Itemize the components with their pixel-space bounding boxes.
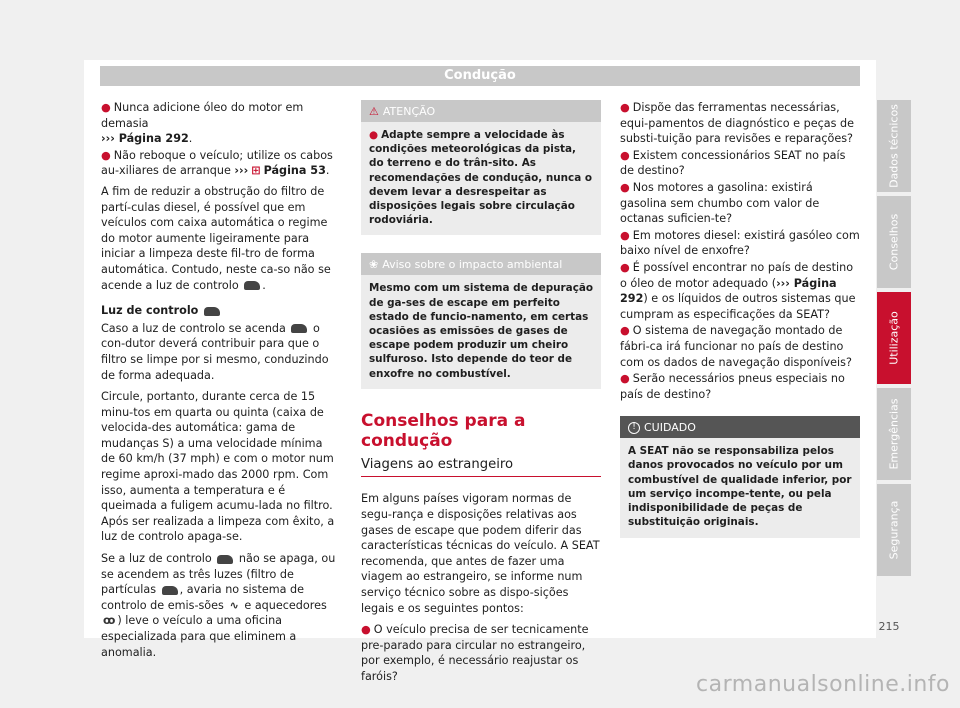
tab-seguranca[interactable]: Segurança	[877, 484, 911, 576]
paragraph: Circule, portanto, durante cerca de 15 minu-tos em quarta ou quinta (caixa de velocida-des automática: gama de mudanças S) a uma velocidade mínima de 60 km/h (37 mph) e com o motor num regime aproxi-mado das 2000 rpm. Com isso, aumenta a temperatura e é queimada a fuligem acumu-lada no filtro. Após ser realizada a limpeza com êxito, a luz de controlo apaga-se.	[101, 390, 335, 544]
section-subtitle: Viagens ao estrangeiro	[361, 457, 601, 478]
page-header: Condução	[100, 66, 860, 86]
column-right	[620, 100, 860, 556]
paragraph: A fim de reduzir a obstrução do filtro de partí-culas diesel, é possível que em veículos com caixa automática o regime do motor aumente ligeiramente para iniciar a limpeza deste fil-tro de forma automática. Contudo, neste ca-so não se acende a luz de controlo .	[101, 184, 331, 292]
page-ref-link[interactable]: Página 53	[263, 164, 326, 178]
paragraph: Caso a luz de controlo se acenda o con-dutor deverá contribuir para que o filtro se limpe por si mesmo, conduzindo de forma adequada.	[101, 321, 329, 382]
bullet-item: ● Existem concessionários SEAT no país de destino?	[620, 148, 846, 178]
page-ref-link[interactable]: ››› Página 292	[620, 276, 837, 306]
tab-conselhos[interactable]: Conselhos	[877, 196, 911, 288]
bullet-item: ● O veículo precisa de ser tecnicamente pre-parado para circular no estrangeiro, por exemplo, é necessário reajustar os faróis?	[361, 623, 589, 683]
page-number: 215	[878, 620, 900, 633]
subheading: Luz de controlo	[101, 303, 339, 319]
bullet-tow: ● Não reboque o veículo; utilize os cabos au-xiliares de arranque ››› ⊞ Página 53.	[101, 148, 333, 178]
warning-light-icon	[204, 307, 220, 316]
bullet-item: ● Em motores diesel: existirá gasóleo com baixo nível de enxofre?	[620, 228, 860, 258]
warning-header: ⚠ ATENÇÃO	[361, 100, 601, 122]
warning-light-icon	[217, 555, 233, 564]
tab-emergencias[interactable]: Emergências	[877, 388, 911, 480]
bullet-oil: ● Nunca adicione óleo do motor em demasia ››› Página 292.	[101, 101, 304, 146]
emission-icon: ∿	[229, 598, 239, 612]
environment-icon: ❀	[369, 258, 379, 272]
bullet-item: ● Serão necessários pneus especiais no país de destino?	[620, 372, 845, 401]
bullet-item: ● É possível encontrar no país de destino o óleo de motor adequado (››› Página 292) e os líquidos de outros sistemas que cumpram as especificações da SEAT?	[620, 260, 856, 321]
bullet-item: ● O sistema de navegação montado de fábri-ca irá funcionar no país de destino com os dados de navegação disponíveis?	[620, 324, 852, 369]
bullet-item: ● Nos motores a gasolina: existirá gasolina sem chumbo com valor de octanas suficien-te?	[620, 180, 820, 226]
column-middle	[361, 100, 601, 686]
eco-header: ❀ Aviso sobre o impacto ambiental	[361, 253, 601, 275]
warning-light-icon	[162, 586, 178, 595]
eco-box	[361, 253, 601, 388]
caution-box	[620, 416, 860, 537]
chapter-tabs	[877, 100, 911, 580]
glow-plug-icon: ꝏ	[103, 614, 116, 628]
warning-body: ● Adapte sempre a velocidade às condições meteorológicas da pista, do terreno e do trân-sito. As recomendações de condução, nunca o devem levar a desrespeitar as disposições legais sobre circulação rodoviária.	[369, 129, 592, 227]
caution-body: A SEAT não se responsabiliza pelos danos provocados no veículo por um combustível de qualidade inferior, por um serviço incompe-tente, ou pela indisponibilidade de peças de substituição originais.	[628, 445, 852, 529]
column-left	[101, 100, 339, 666]
book-icon: ⊞	[251, 164, 261, 178]
paragraph: Em alguns países vigoram normas de segu-rança e disposições relativas aos gases de escape que podem diferir das características técnicas do veículo. A SEAT recomenda, que antes de fazer uma viagem ao estrangeiro, se informe num serviço técnico sobre as dispo-sições legais e os seguintes pontos:	[361, 492, 600, 615]
warning-light-icon	[291, 324, 307, 333]
section-title: Conselhos para a condução	[361, 410, 526, 451]
eco-body: Mesmo com um sistema de depuração de ga-ses de escape em perfeito estado de funcio-namento, em certas ocasiões as emissões de gases de escape podem produzir um cheiro sulfuroso. Isto depende do teor de enxofre no combustível.	[369, 282, 594, 380]
warning-triangle-icon: ⚠	[369, 105, 379, 118]
tab-utilizacao[interactable]: Utilização	[877, 292, 911, 384]
warning-light-icon	[244, 281, 260, 290]
warning-box	[361, 100, 601, 235]
tab-dados-tecnicos[interactable]: Dados técnicos	[877, 100, 911, 192]
bullet-item: ● Dispõe das ferramentas necessárias, equi-pamentos de diagnóstico e peças de substi-tuição para revisões e reparações?	[620, 101, 854, 146]
page-ref-link[interactable]: ››› Página 292	[101, 132, 189, 146]
caution-header: ! CUIDADO	[620, 416, 860, 438]
watermark: carmanualsonline.info	[696, 672, 950, 697]
caution-icon: !	[628, 422, 640, 434]
paragraph: Se a luz de controlo não se apaga, ou se acendem as três luzes (filtro de partículas , avaria no sistema de controlo de emis-sões ∿ e aquecedores ꝏ ) leve o veículo a uma oficina especializada para que eliminem a anomalia.	[101, 552, 336, 659]
